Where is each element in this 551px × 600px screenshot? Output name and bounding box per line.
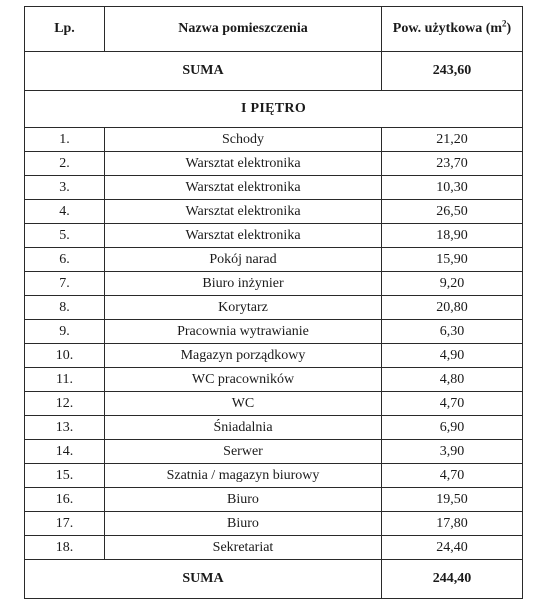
row-area: 4,70 — [382, 392, 523, 416]
row-lp: 12. — [25, 392, 105, 416]
header-area-close: ) — [506, 21, 512, 36]
bottom-summary-value: 244,40 — [382, 560, 523, 599]
top-summary-label: SUMA — [25, 52, 382, 91]
header-area-text: Pow. użytkowa (m — [392, 21, 503, 36]
row-area: 21,20 — [382, 128, 523, 152]
row-room-name: Magazyn porządkowy — [105, 344, 382, 368]
table-row — [25, 536, 523, 560]
table-row — [25, 392, 523, 416]
header-room-name: Nazwa pomieszczenia — [105, 7, 382, 52]
area-table-sheet — [24, 6, 522, 599]
floor-heading-row — [25, 91, 523, 128]
row-room-name: Biuro — [105, 512, 382, 536]
row-room-name: Schody — [105, 128, 382, 152]
table-row — [25, 320, 523, 344]
row-lp: 16. — [25, 488, 105, 512]
row-lp: 6. — [25, 248, 105, 272]
table-row — [25, 464, 523, 488]
row-room-name: Biuro inżynier — [105, 272, 382, 296]
table-row — [25, 488, 523, 512]
header-row — [25, 7, 523, 52]
row-room-name: Pracownia wytrawianie — [105, 320, 382, 344]
row-lp: 4. — [25, 200, 105, 224]
row-room-name: WC pracowników — [105, 368, 382, 392]
row-room-name: Korytarz — [105, 296, 382, 320]
table-row — [25, 224, 523, 248]
bottom-summary-label: SUMA — [25, 560, 382, 599]
row-room-name: Biuro — [105, 488, 382, 512]
row-room-name: Serwer — [105, 440, 382, 464]
table-row — [25, 152, 523, 176]
row-lp: 9. — [25, 320, 105, 344]
row-area: 20,80 — [382, 296, 523, 320]
row-room-name: Warsztat elektronika — [105, 224, 382, 248]
table-row — [25, 248, 523, 272]
row-area: 23,70 — [382, 152, 523, 176]
row-area: 18,90 — [382, 224, 523, 248]
row-lp: 13. — [25, 416, 105, 440]
table-row — [25, 368, 523, 392]
row-area: 6,90 — [382, 416, 523, 440]
row-area: 17,80 — [382, 512, 523, 536]
table-row — [25, 200, 523, 224]
row-room-name: Pokój narad — [105, 248, 382, 272]
table-row — [25, 296, 523, 320]
row-room-name: Warsztat elektronika — [105, 176, 382, 200]
header-lp: Lp. — [25, 7, 105, 52]
row-lp: 5. — [25, 224, 105, 248]
top-summary-value: 243,60 — [382, 52, 523, 91]
row-room-name: Szatnia / magazyn biurowy — [105, 464, 382, 488]
table-row — [25, 416, 523, 440]
row-area: 3,90 — [382, 440, 523, 464]
row-lp: 10. — [25, 344, 105, 368]
table-row — [25, 512, 523, 536]
top-summary-row — [25, 52, 523, 91]
row-lp: 14. — [25, 440, 105, 464]
row-area: 10,30 — [382, 176, 523, 200]
header-area-superscript: 2 — [502, 18, 507, 29]
room-area-table — [24, 6, 523, 599]
row-lp: 17. — [25, 512, 105, 536]
row-area: 24,40 — [382, 536, 523, 560]
row-area: 4,90 — [382, 344, 523, 368]
row-lp: 18. — [25, 536, 105, 560]
row-lp: 11. — [25, 368, 105, 392]
table-row — [25, 128, 523, 152]
row-lp: 15. — [25, 464, 105, 488]
row-area: 6,30 — [382, 320, 523, 344]
table-row — [25, 440, 523, 464]
row-area: 19,50 — [382, 488, 523, 512]
row-area: 26,50 — [382, 200, 523, 224]
row-lp: 1. — [25, 128, 105, 152]
row-room-name: WC — [105, 392, 382, 416]
table-row — [25, 272, 523, 296]
row-lp: 2. — [25, 152, 105, 176]
row-lp: 8. — [25, 296, 105, 320]
bottom-summary-row — [25, 560, 523, 599]
row-lp: 7. — [25, 272, 105, 296]
row-room-name: Warsztat elektronika — [105, 152, 382, 176]
row-area: 9,20 — [382, 272, 523, 296]
floor-title: I PIĘTRO — [25, 91, 523, 128]
row-area: 4,80 — [382, 368, 523, 392]
row-room-name: Śniadalnia — [105, 416, 382, 440]
row-area: 4,70 — [382, 464, 523, 488]
row-room-name: Warsztat elektronika — [105, 200, 382, 224]
table-row — [25, 344, 523, 368]
row-room-name: Sekretariat — [105, 536, 382, 560]
table-row — [25, 176, 523, 200]
row-area: 15,90 — [382, 248, 523, 272]
row-lp: 3. — [25, 176, 105, 200]
header-usable-area — [382, 7, 523, 52]
